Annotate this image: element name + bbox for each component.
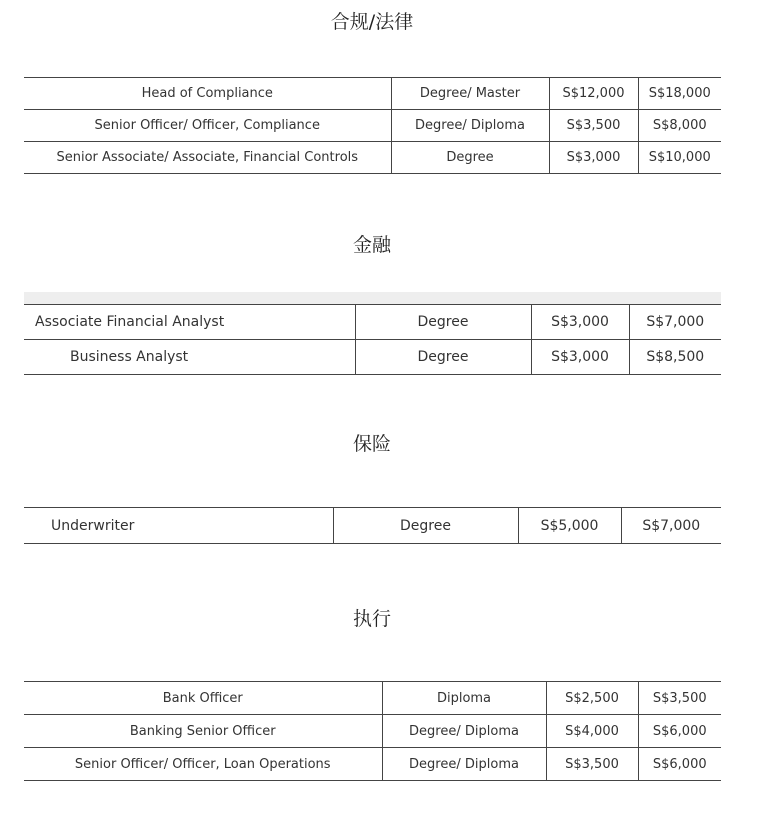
cell-qualification: Degree (355, 305, 531, 340)
cell-salary-min: S$3,000 (531, 340, 629, 375)
table-row (24, 748, 721, 781)
table-row (24, 78, 721, 110)
table-row (24, 305, 721, 340)
cell-role: Bank Officer (24, 682, 382, 715)
table-row (24, 340, 721, 375)
table-insurance (24, 507, 721, 544)
section-heading-compliance-legal: 合规/法律 (330, 11, 414, 33)
cell-qualification: Degree (333, 508, 518, 544)
table-row (24, 508, 721, 544)
table-row (24, 142, 721, 174)
cell-salary-max: S$7,000 (629, 305, 721, 340)
cell-role: Associate Financial Analyst (24, 305, 355, 340)
table-row (24, 110, 721, 142)
cell-salary-max: S$6,000 (638, 715, 721, 748)
cell-salary-min: S$3,500 (549, 110, 638, 142)
table-compliance-legal (24, 77, 721, 174)
cell-salary-min: S$3,000 (531, 305, 629, 340)
table-operations (24, 681, 721, 781)
cell-qualification: Degree/ Master (391, 78, 549, 110)
cell-role: Senior Officer/ Officer, Loan Operations (24, 748, 382, 781)
cell-salary-max: S$3,500 (638, 682, 721, 715)
section-heading-operations: 执行 (352, 608, 391, 630)
cell-salary-min: S$12,000 (549, 78, 638, 110)
cell-role: Head of Compliance (24, 78, 391, 110)
cell-qualification: Degree (391, 142, 549, 174)
cell-salary-min: S$3,000 (549, 142, 638, 174)
cell-role: Banking Senior Officer (24, 715, 382, 748)
section-heading-insurance: 保险 (352, 433, 391, 455)
cell-salary-max: S$10,000 (638, 142, 721, 174)
cell-salary-max: S$6,000 (638, 748, 721, 781)
table-top-band (24, 292, 721, 304)
cell-salary-min: S$4,000 (546, 715, 638, 748)
cell-salary-min: S$2,500 (546, 682, 638, 715)
section-heading-finance: 金融 (352, 234, 391, 256)
cell-qualification: Degree/ Diploma (382, 748, 546, 781)
cell-salary-min: S$5,000 (518, 508, 621, 544)
table-row (24, 682, 721, 715)
table-row (24, 715, 721, 748)
cell-role: Senior Associate/ Associate, Financial Controls (24, 142, 391, 174)
cell-salary-max: S$7,000 (621, 508, 721, 544)
cell-salary-max: S$8,500 (629, 340, 721, 375)
cell-salary-min: S$3,500 (546, 748, 638, 781)
cell-qualification: Degree/ Diploma (391, 110, 549, 142)
cell-role: Underwriter (24, 508, 333, 544)
cell-role: Senior Officer/ Officer, Compliance (24, 110, 391, 142)
cell-qualification: Degree/ Diploma (382, 715, 546, 748)
cell-salary-max: S$18,000 (638, 78, 721, 110)
cell-qualification: Degree (355, 340, 531, 375)
cell-role: Business Analyst (24, 340, 355, 375)
cell-qualification: Diploma (382, 682, 546, 715)
table-finance (24, 304, 721, 375)
cell-salary-max: S$8,000 (638, 110, 721, 142)
